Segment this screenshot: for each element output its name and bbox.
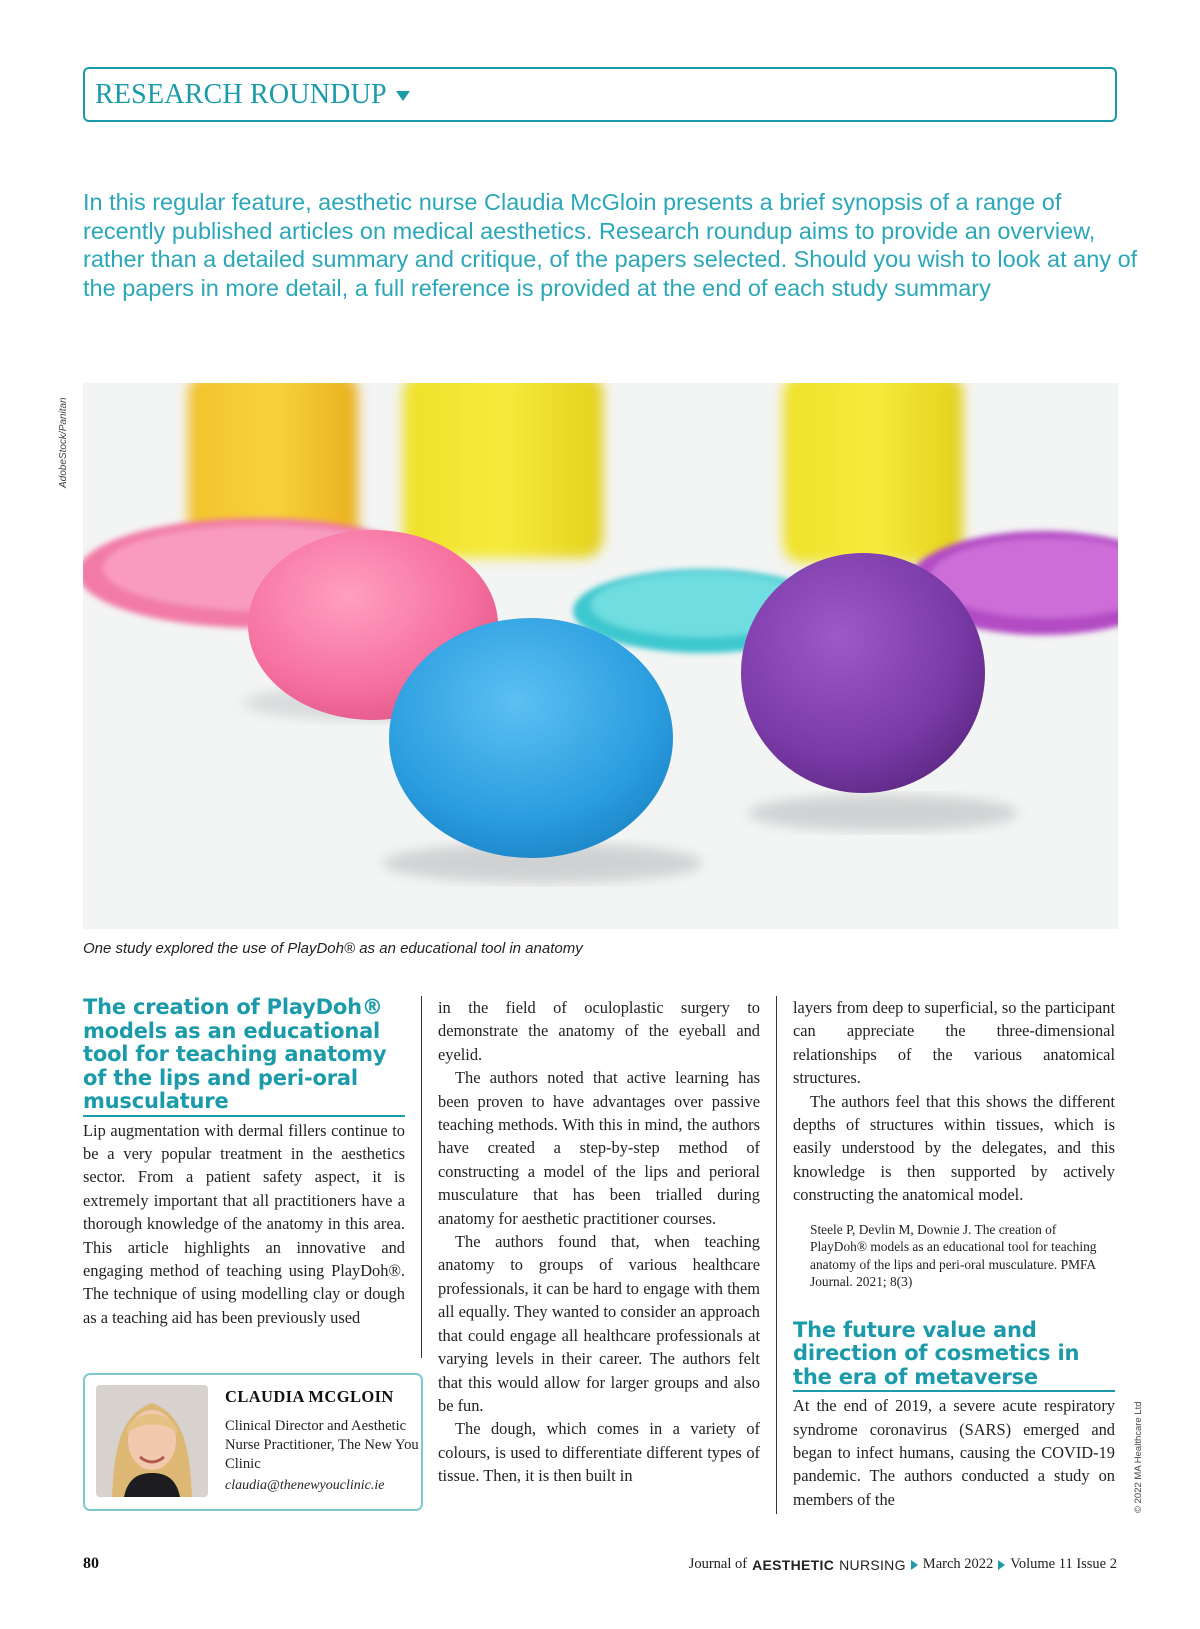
photo-credit: AdobeStock/Panitan <box>58 397 69 488</box>
heading-underline <box>83 1115 405 1117</box>
issue-date: March 2022 <box>922 1556 994 1572</box>
article2-paragraph: At the end of 2019, a severe acute respiratory syndrome coronavirus (SARS) emerged and began to infect humans, causing the COVID-19 pandemic. The authors conducted a study on members of the <box>793 1396 1115 1509</box>
author-name: CLAUDIA MCGLOIN <box>225 1387 394 1406</box>
article1-heading: The creation of PlayDoh® models as an educational tool for teaching anatomy of the lips and peri-oral musculature <box>83 995 387 1113</box>
playdoh-illustration <box>83 383 1118 929</box>
article1-paragraph: The authors found that, when teaching anatomy to groups of various healthcare professionals, it can be hard to engage with them all equally. They wanted to consider an approach that could engage all healthcare professionals at varying levels in their career. The authors felt that this would allow for larger groups and also be fun. <box>438 1232 760 1415</box>
column-divider <box>421 996 422 1358</box>
triangle-right-icon <box>998 1560 1005 1570</box>
photo-caption: One study explored the use of PlayDoh® as an educational tool in anatomy <box>83 940 583 957</box>
journal-brand-light: NURSING <box>839 1556 906 1573</box>
intro-paragraph: In this regular feature, aesthetic nurse Claudia McGloin presents a brief synopsis of a range of recently published articles on medical aesthetics. Research roundup aims to provide an overview, rather than a detailed summary and critique, of the papers selected. Should you wish to look at any of the papers in more detail, a full reference is provided at the end of each study summary <box>83 189 1138 301</box>
playdoh-photo <box>83 383 1118 929</box>
article1-paragraph: The dough, which comes in a variety of colours, is used to differentiate different types of tissue. Then, it is then built in <box>438 1419 760 1486</box>
author-portrait <box>96 1385 208 1497</box>
article1-paragraph: layers from deep to superficial, so the participant can appreciate the three-dimensional relationships of the various anatomical structures. <box>793 998 1115 1088</box>
triangle-right-icon <box>911 1560 918 1570</box>
author-box <box>83 1373 423 1511</box>
section-banner <box>83 67 1117 122</box>
journal-footer <box>689 1556 1117 1573</box>
page-number: 80 <box>83 1555 99 1572</box>
column-2 <box>438 996 760 1488</box>
author-avatar <box>96 1385 208 1497</box>
column-divider <box>776 996 777 1514</box>
article1-paragraph: Lip augmentation with dermal fillers continue to be a very popular treatment in the aesthetics sector. From a patient safety aspect, it is extremely important that all practitioners have a thorough knowledge of the anatomy in this area. This article highlights an innovative and engaging method of teaching using PlayDoh®. The technique of using modelling clay or dough as a teaching aid has been previously used <box>83 1120 405 1327</box>
copyright-notice: © 2022 MA Healthcare Ltd <box>1133 1401 1144 1513</box>
article1-paragraph: in the field of oculoplastic surgery to demonstrate the anatomy of the eyeball and eyelid. <box>438 998 760 1064</box>
article1-reference: Steele P, Devlin M, Downie J. The creation of PlayDoh® models as an educational tool for teaching anatomy of the lips and peri-oral musculature. PMFA Journal. 2021; 8(3) <box>810 1221 1097 1290</box>
section-title: RESEARCH ROUNDUP <box>95 78 387 110</box>
column-3 <box>793 996 1115 1511</box>
article2-heading: The future value and direction of cosmetics in the era of metaverse <box>793 1317 1080 1389</box>
author-role: Clinical Director and Aesthetic Nurse Practitioner, The New You Clinic <box>225 1418 419 1472</box>
journal-prefix: Journal of <box>688 1556 748 1572</box>
column-1 <box>83 996 405 1329</box>
article1-paragraph: The authors noted that active learning has been proven to have advantages over passive teaching methods. With this in mind, the authors have created a step-by-step method of constructing a model of the lips and perioral musculature that has been trialled during anatomy for aesthetic practitioner courses. <box>438 1068 760 1228</box>
heading-underline <box>793 1390 1115 1392</box>
article1-paragraph: The authors feel that this shows the different depths of structures within tissues, which is easily understood by the delegates, and this knowledge is then supported by actively constructing the anatomical model. <box>793 1091 1115 1205</box>
journal-brand-bold: AESTHETIC <box>752 1556 835 1573</box>
author-email-link[interactable]: claudia@thenewyouclinic.ie <box>225 1478 385 1493</box>
issue-volume: Volume 11 Issue 2 <box>1010 1556 1117 1572</box>
caret-down-icon <box>396 91 410 101</box>
